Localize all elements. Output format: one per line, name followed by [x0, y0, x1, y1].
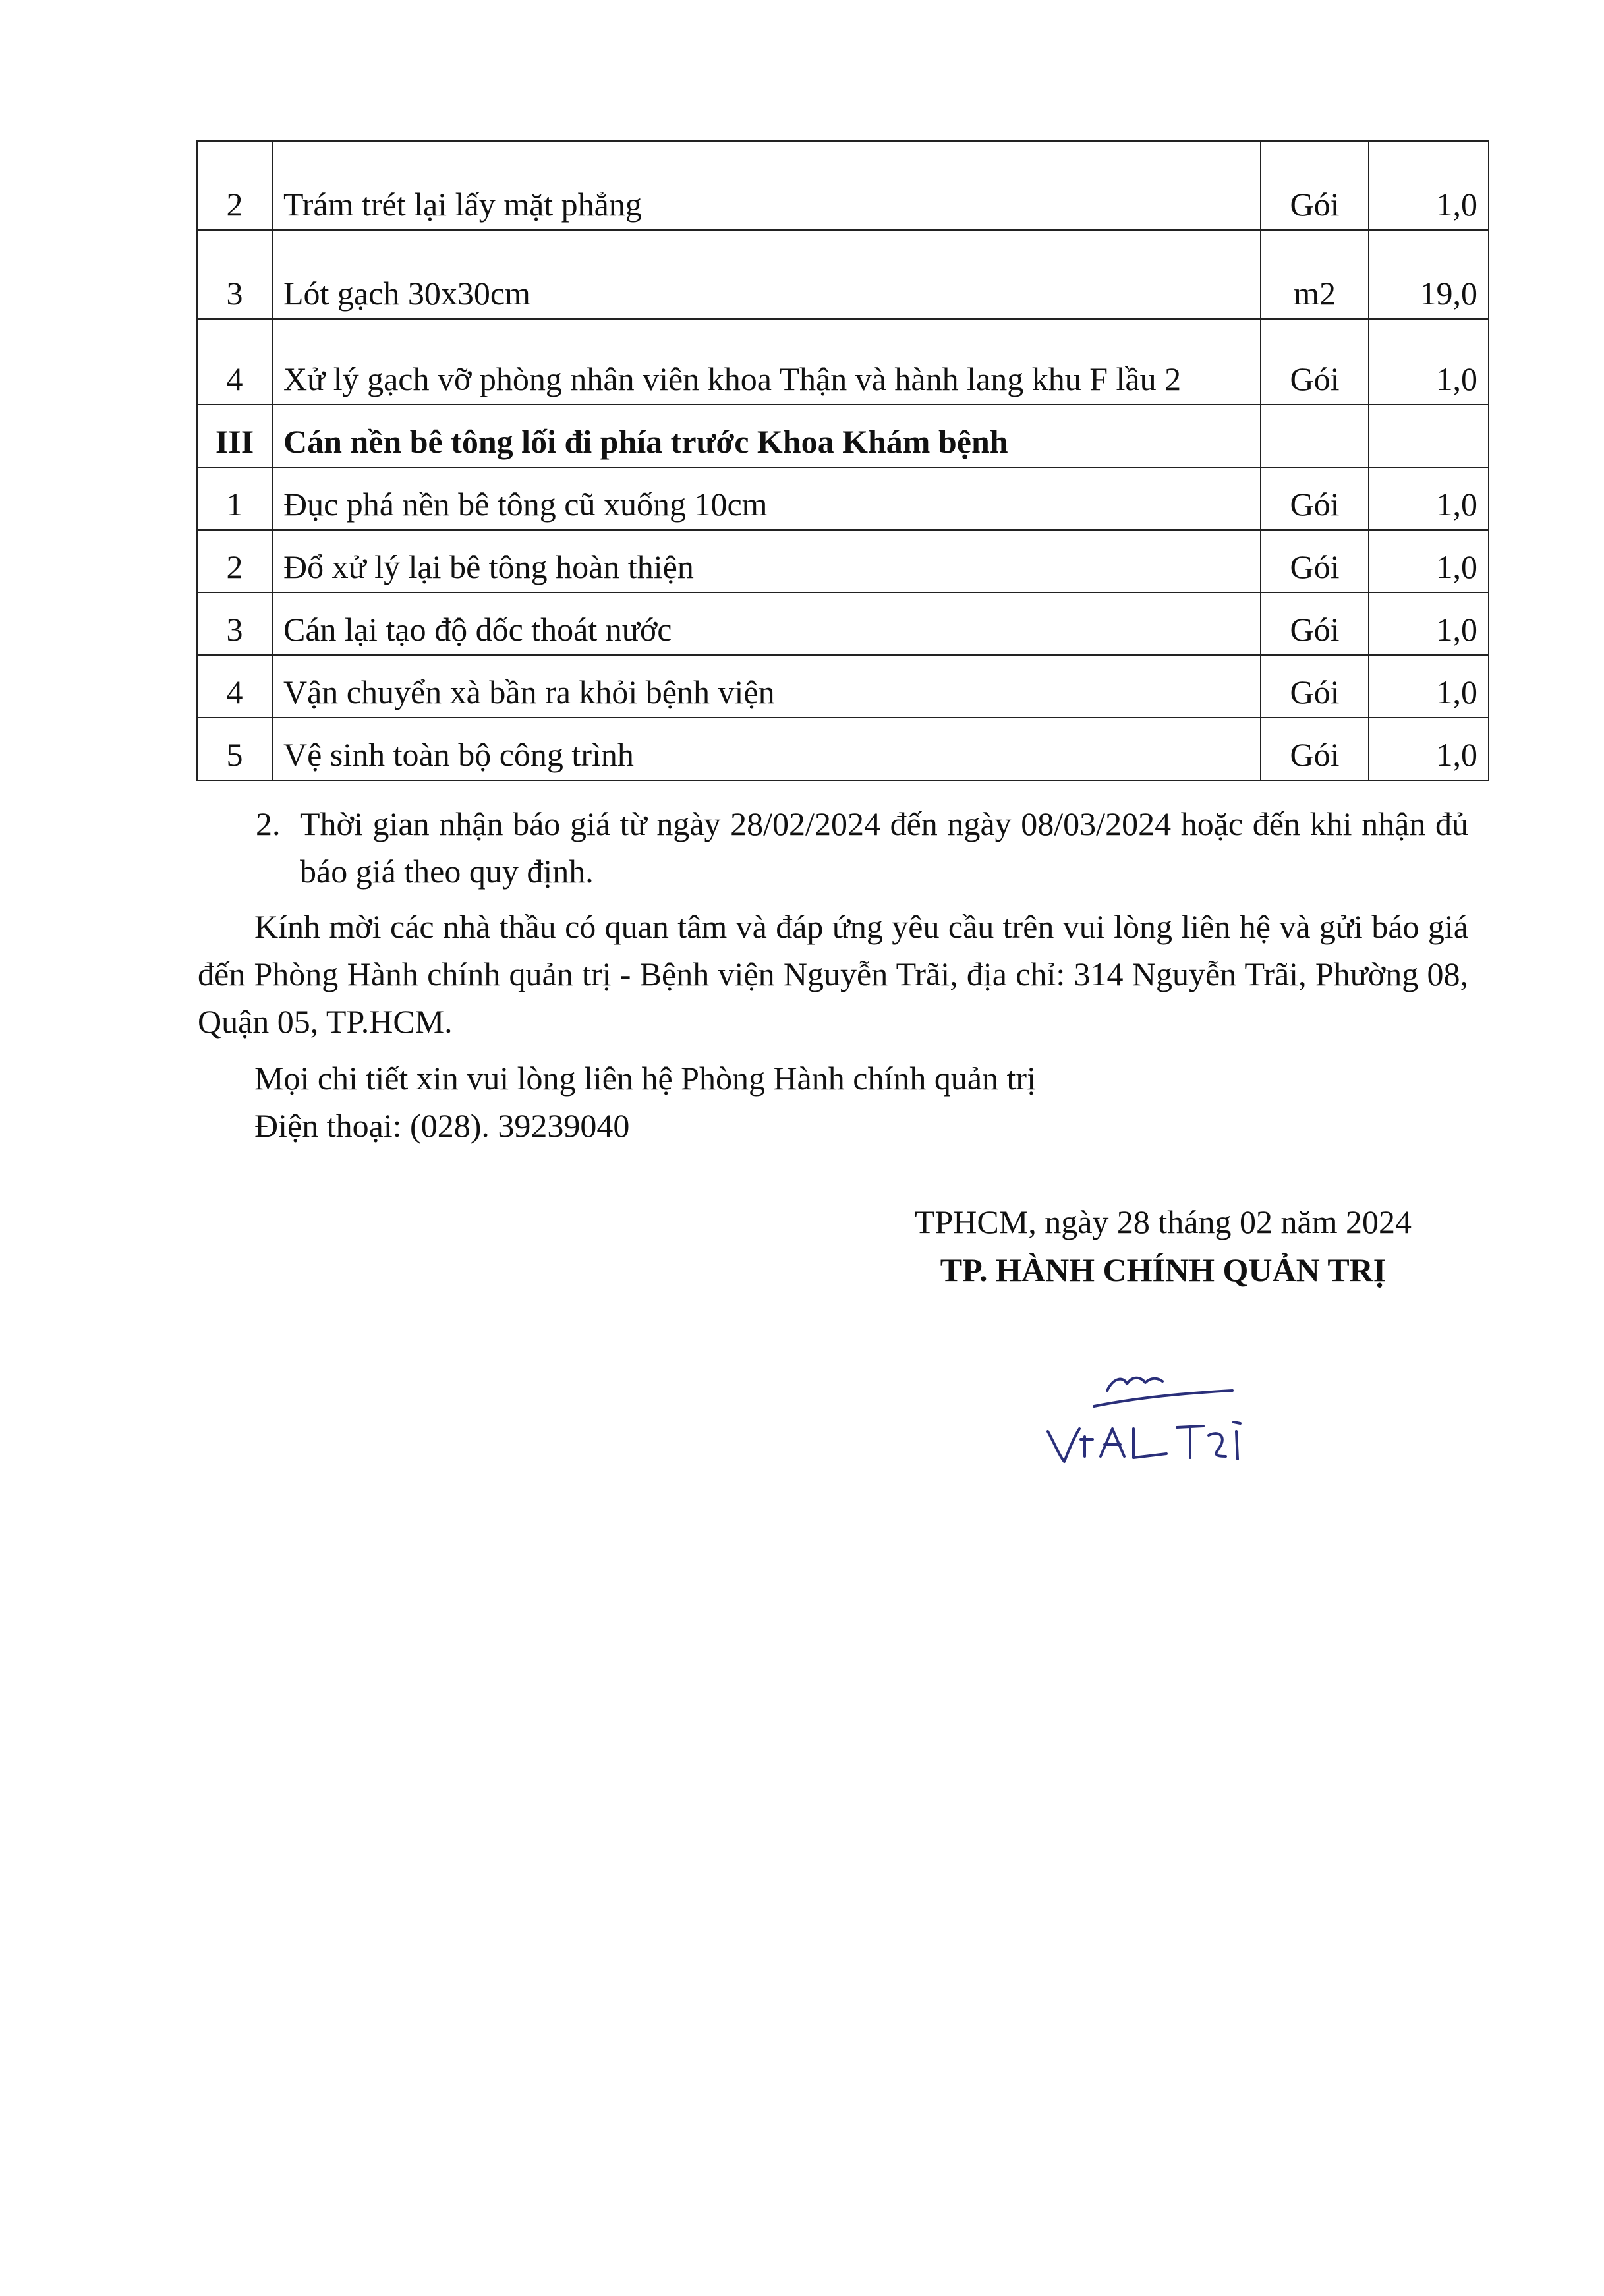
quote-period-text: Thời gian nhận báo giá từ ngày 28/02/2024 đến ngày 08/03/2024 hoặc đến khi nhận đủ báo giá theo quy định. — [300, 805, 1468, 890]
description-cell: Cán nền bê tông lối đi phía trước Khoa Khám bệnh — [272, 405, 1261, 467]
sign-date: TPHCM, ngày 28 tháng 02 năm 2024 — [914, 1203, 1412, 1240]
quantity-cell: 1,0 — [1369, 530, 1489, 592]
unit-cell — [1261, 405, 1369, 467]
quantity-cell: 1,0 — [1369, 592, 1489, 655]
quantity-cell: 1,0 — [1369, 718, 1489, 780]
table-row — [197, 655, 1489, 718]
table-row — [197, 141, 1489, 230]
quantity-cell: 19,0 — [1369, 230, 1489, 319]
row-number-cell: 2 — [197, 141, 272, 230]
quantity-cell — [1369, 405, 1489, 467]
table-row — [197, 530, 1489, 592]
handwritten-signature — [1028, 1358, 1292, 1476]
row-number-cell: 5 — [197, 718, 272, 780]
row-number-cell: 3 — [197, 230, 272, 319]
quote-period-item — [198, 800, 1468, 895]
quantity-cell: 1,0 — [1369, 141, 1489, 230]
description-cell: Đục phá nền bê tông cũ xuống 10cm — [272, 467, 1261, 530]
unit-cell: Gói — [1261, 467, 1369, 530]
quantity-cell: 1,0 — [1369, 467, 1489, 530]
description-cell: Trám trét lại lấy mặt phẳng — [272, 141, 1261, 230]
row-number-cell: III — [197, 405, 272, 467]
sign-department: TP. HÀNH CHÍNH QUẢN TRỊ — [940, 1251, 1387, 1288]
work-items-table — [196, 140, 1489, 781]
work-items-body — [197, 141, 1489, 780]
row-number-cell: 4 — [197, 319, 272, 405]
description-cell: Xử lý gạch vỡ phòng nhân viên khoa Thận và hành lang khu F lầu 2 — [272, 319, 1261, 405]
description-cell: Vận chuyển xà bần ra khỏi bệnh viện — [272, 655, 1261, 718]
table-row — [197, 405, 1489, 467]
phone-line: Điện thoại: (028). 39239040 — [254, 1107, 630, 1144]
unit-cell: Gói — [1261, 530, 1369, 592]
unit-cell: m2 — [1261, 230, 1369, 319]
row-number-cell: 1 — [197, 467, 272, 530]
unit-cell: Gói — [1261, 592, 1369, 655]
table-row — [197, 467, 1489, 530]
invitation-paragraph: Kính mời các nhà thầu có quan tâm và đáp ứng yêu cầu trên vui lòng liên hệ và gửi báo giá đến Phòng Hành chính quản trị - Bệnh viện Nguyễn Trãi, địa chỉ: 314 Nguyễn Trãi, Phường 08, Quận 05, TP.HCM. — [198, 908, 1468, 1040]
description-cell: Cán lại tạo độ dốc thoát nước — [272, 592, 1261, 655]
description-cell: Vệ sinh toàn bộ công trình — [272, 718, 1261, 780]
table-row — [197, 319, 1489, 405]
table-row — [197, 230, 1489, 319]
table-row — [197, 592, 1489, 655]
unit-cell: Gói — [1261, 718, 1369, 780]
row-number-cell: 2 — [197, 530, 272, 592]
unit-cell: Gói — [1261, 655, 1369, 718]
quantity-cell: 1,0 — [1369, 655, 1489, 718]
table-row — [197, 718, 1489, 780]
row-number-cell: 4 — [197, 655, 272, 718]
contact-line: Mọi chi tiết xin vui lòng liên hệ Phòng Hành chính quản trị — [254, 1060, 1036, 1097]
unit-cell: Gói — [1261, 319, 1369, 405]
quantity-cell: 1,0 — [1369, 319, 1489, 405]
unit-cell: Gói — [1261, 141, 1369, 230]
row-number-cell: 3 — [197, 592, 272, 655]
description-cell: Đổ xử lý lại bê tông hoàn thiện — [272, 530, 1261, 592]
item-number: 2. — [256, 805, 281, 842]
description-cell: Lót gạch 30x30cm — [272, 230, 1261, 319]
